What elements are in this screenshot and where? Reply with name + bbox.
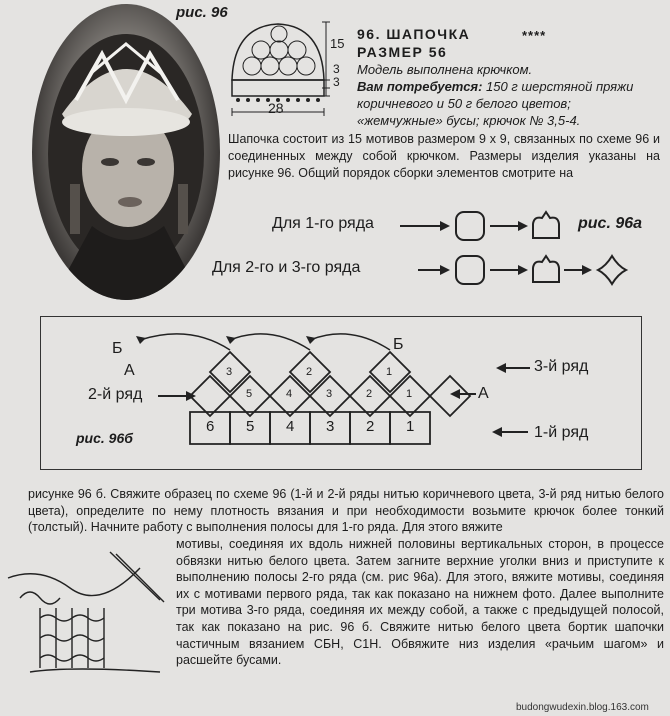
dim-width-28: 28 xyxy=(268,100,284,116)
middle-number-2: 2 xyxy=(366,388,373,400)
sequence-row1-label: Для 1-го ряда xyxy=(272,215,374,232)
materials-lead: Вам потребуется: xyxy=(357,79,483,94)
diagram-row1-label: 1-й ряд xyxy=(534,424,589,441)
materials-body: 150 г шерстяной пряжи коричневого и 50 г белого цветов; «жемчужные» бусы; крючок № 3,5-4. xyxy=(357,79,634,128)
diagram-label-b-right: Б xyxy=(393,336,404,353)
dim-height-3a: 3 xyxy=(333,62,340,76)
sequence-icons xyxy=(400,204,630,294)
body-paragraph-1: рисунке 96 б. Свяжите образец по схеме 96 (1-й и 2-й ряды нитью коричневого цвета, 3-й ряд нитью белого цвета), определите по нему плотность вязания и при необходимости возьмите крючок более тонкий (толстый). Начните работу с выполнения полосы для 1-го ряда. Для этого вяжите xyxy=(28,487,664,535)
body-paragraph-2: мотивы, соединяя их вдоль нижней половины вертикальных сторон, в процессе обвязки нитью белого цвета. Затем загните верхние уголки вниз и приступите к выполнению полосы 2-го ряда (см. рис 96а). Для этого, вяжите мотивы, соединяя их с мотивами первого ряда, так как показано на нижнем фото. Далее выполните три мотива 3-го ряда, соединяя их между собой, а также с предыдущей полосой, так как показано на рис. 96 б. Свяжите нитью белого цвета бортик шапочки частичным вязанием СБН, С1Н. Обвяжите низ изделия «рачьим шагом» и расшейте бусами. xyxy=(176,537,664,668)
bottom-number-6: 6 xyxy=(206,418,215,435)
middle-number-1: 1 xyxy=(406,388,413,400)
folded-motif-icon-2 xyxy=(533,256,559,282)
diagram-label-b-left: Б xyxy=(112,340,123,357)
square-motif-icon-2 xyxy=(456,256,484,284)
crochet-stitch-sketch xyxy=(0,548,170,680)
row23-arrow-1 xyxy=(418,265,450,275)
bottom-number-2: 2 xyxy=(366,418,375,435)
model-photo xyxy=(32,4,220,300)
diagram-label-a-left: А xyxy=(124,362,135,379)
middle-number-3: 3 xyxy=(326,388,333,400)
diagram-label-a-right: А xyxy=(478,385,489,402)
row1-arrow-1 xyxy=(400,221,450,231)
bottom-number-3: 3 xyxy=(326,418,335,435)
source-credit: budongwudexin.blog.163.com xyxy=(516,702,649,713)
diagram-row2-label: 2-й ряд xyxy=(88,386,143,403)
top-number-1: 1 xyxy=(386,366,393,378)
photo-figure-label: рис. 96 xyxy=(176,4,228,21)
model-note: Модель выполнена крючком. xyxy=(357,62,533,77)
diagram-figure-label: рис. 96б xyxy=(76,430,133,446)
bottom-number-1: 1 xyxy=(406,418,415,435)
sequence-figure-label: рис. 96а xyxy=(578,215,643,232)
row23-arrow-2 xyxy=(490,265,528,275)
row23-arrow-3 xyxy=(564,265,592,275)
middle-number-4: 4 xyxy=(286,388,293,400)
materials-text xyxy=(357,78,657,129)
bottom-number-4: 4 xyxy=(286,418,295,435)
row1-arrow-2 xyxy=(490,221,528,231)
model-photo-illustration xyxy=(32,4,220,300)
star-motif-icon xyxy=(598,256,626,284)
article-title: 96. ШАПОЧКА xyxy=(357,26,471,42)
dim-height-15: 15 xyxy=(330,36,345,51)
folded-motif-icon xyxy=(533,212,559,238)
difficulty-stars: **** xyxy=(522,28,547,43)
dim-height-3b: 3 xyxy=(333,75,340,89)
intro-paragraph: Шапочка состоит из 15 мотивов размером 9 х 9, связанных по схеме 96 и соединенных между собой крючком. Размеры изделия указаны на рисунке 96. Общий порядок сборки элементов смотрите на xyxy=(228,132,660,180)
square-motif-icon xyxy=(456,212,484,240)
top-number-3: 3 xyxy=(226,366,233,378)
article-size: РАЗМЕР 56 xyxy=(357,44,448,60)
diagram-row3-label: 3-й ряд xyxy=(534,358,589,375)
bottom-number-5: 5 xyxy=(246,418,255,435)
sequence-row23-label: Для 2-го и 3-го ряда xyxy=(212,259,361,276)
top-number-2: 2 xyxy=(306,366,313,378)
middle-number-5: 5 xyxy=(246,388,253,400)
